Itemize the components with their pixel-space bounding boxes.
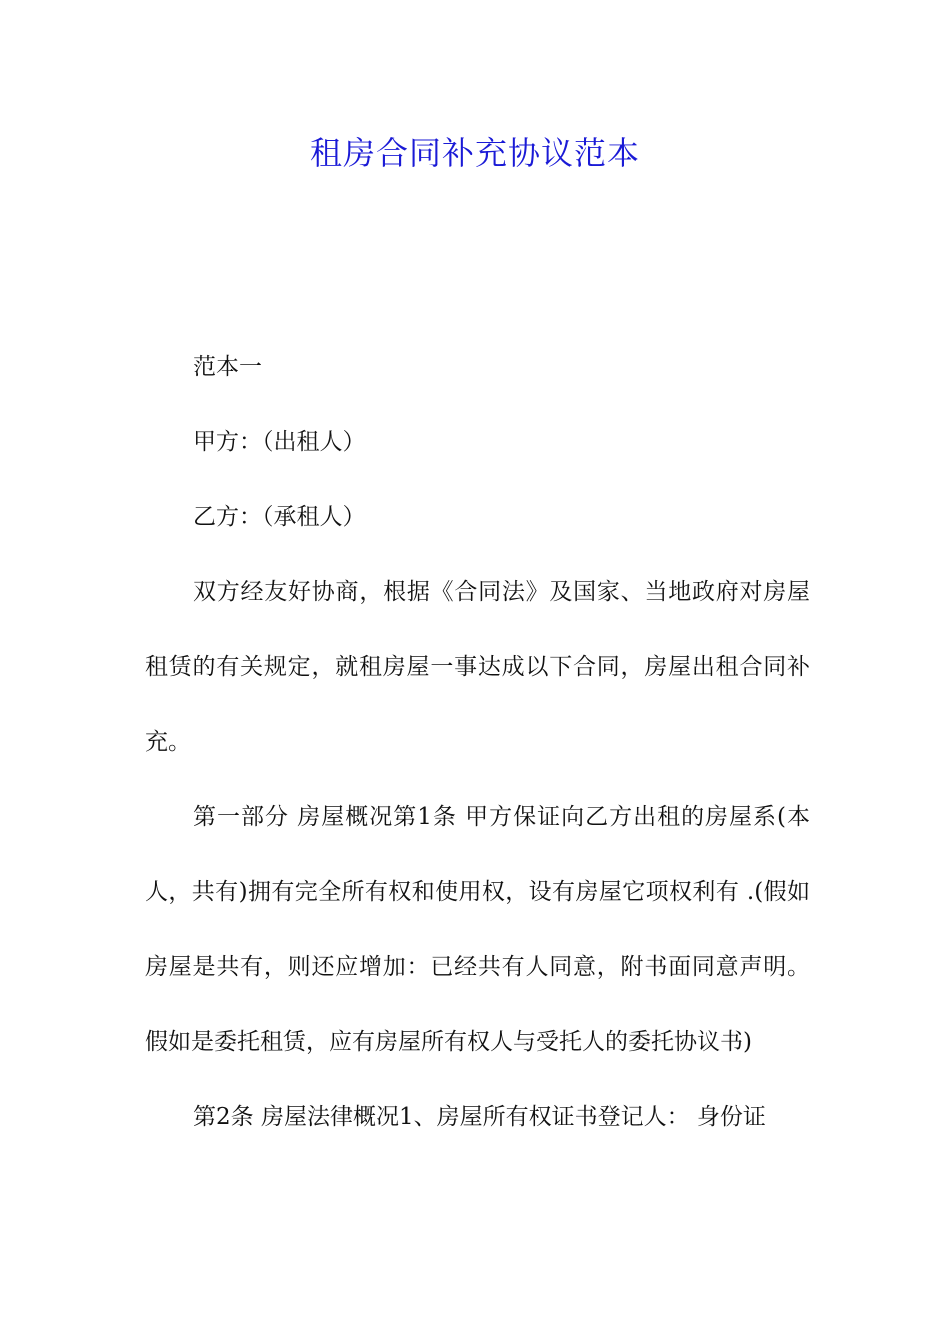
paragraph-party-a: 甲方：（出租人）: [193, 429, 366, 455]
paragraph-article-2: 第2条 房屋法律概况1、房屋所有权证书登记人： 身份证: [193, 1104, 766, 1130]
paragraph-preamble: 双方经友好协商，根据《合同法》及国家、当地政府对房屋租赁的有关规定，就租房屋一事达成以下合同，房屋出租合同补充。: [145, 579, 810, 755]
document-title: 租房合同补充协议范本: [309, 134, 640, 172]
paragraph-template-label: 范本一: [193, 354, 262, 380]
paragraph-party-b: 乙方：（承租人）: [193, 504, 366, 530]
document-body: [145, 330, 810, 1155]
paragraph-article-1: 第一部分 房屋概况第1条 甲方保证向乙方出租的房屋系(本人，共有)拥有完全所有权和使用权，设有房屋它项权利有 .(假如房屋是共有，则还应增加：已经共有人同意，附书面同意声明。假如是委托租赁，应有房屋所有权人与受托人的委托协议书): [145, 804, 810, 1055]
